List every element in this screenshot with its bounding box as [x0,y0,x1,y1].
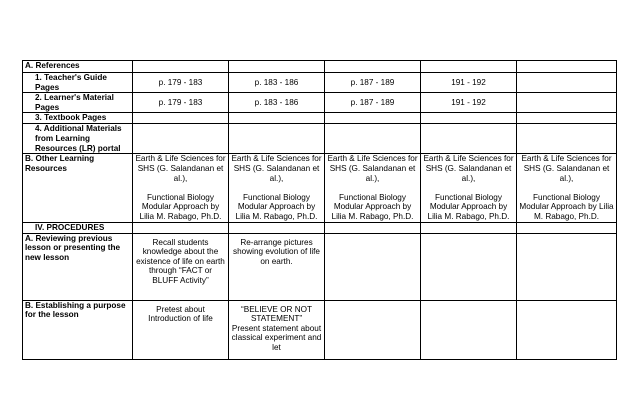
reviewing-day1: Recall students knowledge about the existence of life on earth through “FACT or BLUFF Activity” [133,233,229,300]
procedures-heading: IV. PROCEDURES [23,222,133,233]
resource-book-2: Functional Biology Modular Approach by Lilia M. Rabago, Ph.D. [427,192,510,221]
resource-book-2: Functional Biology Modular Approach by Lilia M. Rabago, Ph.D. [139,192,222,221]
additional-materials-label: 4. Additional Materials from Learning Resources (LR) portal [23,124,133,154]
references-row [23,61,617,73]
empty-cell [517,222,617,233]
references-heading: A. References [23,61,133,73]
empty-cell [133,124,229,154]
teachers-guide-row [23,73,617,93]
textbook-row [23,113,617,124]
reviewing-day3 [325,233,421,300]
empty-cell [133,222,229,233]
resource-book-1: Earth & Life Sciences for SHS (G. Salandanan et al.), [231,154,322,183]
learners-material-pages-day2: p. 183 - 186 [229,93,325,113]
teachers-guide-pages-day5 [517,73,617,93]
empty-cell [133,113,229,124]
empty-cell [325,300,421,359]
empty-cell [325,113,421,124]
learners-material-row [23,93,617,113]
resource-book-1: Earth & Life Sciences for SHS (G. Salandanan et al.), [521,154,612,183]
other-resources-day1 [133,154,229,222]
reviewing-row [23,233,617,300]
empty-cell [229,113,325,124]
empty-cell [229,124,325,154]
teachers-guide-pages-day3: p. 187 - 189 [325,73,421,93]
teachers-guide-label: 1. Teacher's Guide Pages [23,73,133,93]
other-resources-label: B. Other Learning Resources [23,154,133,222]
resource-book-1: Earth & Life Sciences for SHS (G. Salandanan et al.), [135,154,226,183]
learners-material-label: 2. Learner's Material Pages [23,93,133,113]
empty-cell [133,61,229,73]
empty-cell [325,61,421,73]
other-resources-row [23,154,617,222]
empty-cell [421,113,517,124]
resource-book-2: Functional Biology Modular Approach by Lilia M. Rabago, Ph.D. [235,192,318,221]
reviewing-label: A. Reviewing previous lesson or presenting the new lesson [23,233,133,300]
resource-book-1: Earth & Life Sciences for SHS (G. Salandanan et al.), [327,154,418,183]
learners-material-pages-day1: p. 179 - 183 [133,93,229,113]
other-resources-day5 [517,154,617,222]
learners-material-pages-day3: p. 187 - 189 [325,93,421,113]
learners-material-pages-day5 [517,93,617,113]
reviewing-day4 [421,233,517,300]
empty-cell [517,61,617,73]
empty-cell [421,300,517,359]
empty-cell [421,222,517,233]
empty-cell [517,300,617,359]
resource-book-2: Functional Biology Modular Approach by Lilia M. Rabago, Ph.D. [519,192,614,221]
teachers-guide-pages-day2: p. 183 - 186 [229,73,325,93]
teachers-guide-pages-day1: p. 179 - 183 [133,73,229,93]
purpose-label: B. Establishing a purpose for the lesson [23,300,133,359]
teachers-guide-pages-day4: 191 - 192 [421,73,517,93]
additional-materials-row [23,124,617,154]
purpose-day2-title: “BELIEVE OR NOT STATEMENT” [241,304,312,324]
other-resources-day2 [229,154,325,222]
empty-cell [421,61,517,73]
purpose-day2 [229,300,325,359]
empty-cell [229,61,325,73]
purpose-day1: Pretest about Introduction of life [133,300,229,359]
purpose-day2-text: Present statement about classical experiment and let [231,323,322,352]
empty-cell [517,113,617,124]
daily-lesson-log-table [22,60,617,360]
empty-cell [325,124,421,154]
resource-book-2: Functional Biology Modular Approach by Lilia M. Rabago, Ph.D. [331,192,414,221]
other-resources-day4 [421,154,517,222]
other-resources-day3 [325,154,421,222]
empty-cell [229,222,325,233]
empty-cell [421,124,517,154]
resource-book-1: Earth & Life Sciences for SHS (G. Salandanan et al.), [423,154,514,183]
procedures-row [23,222,617,233]
purpose-row [23,300,617,359]
reviewing-day5 [517,233,617,300]
textbook-label: 3. Textbook Pages [23,113,133,124]
learners-material-pages-day4: 191 - 192 [421,93,517,113]
empty-cell [517,124,617,154]
empty-cell [325,222,421,233]
reviewing-day2: Re-arrange pictures showing evolution of life on earth. [229,233,325,300]
